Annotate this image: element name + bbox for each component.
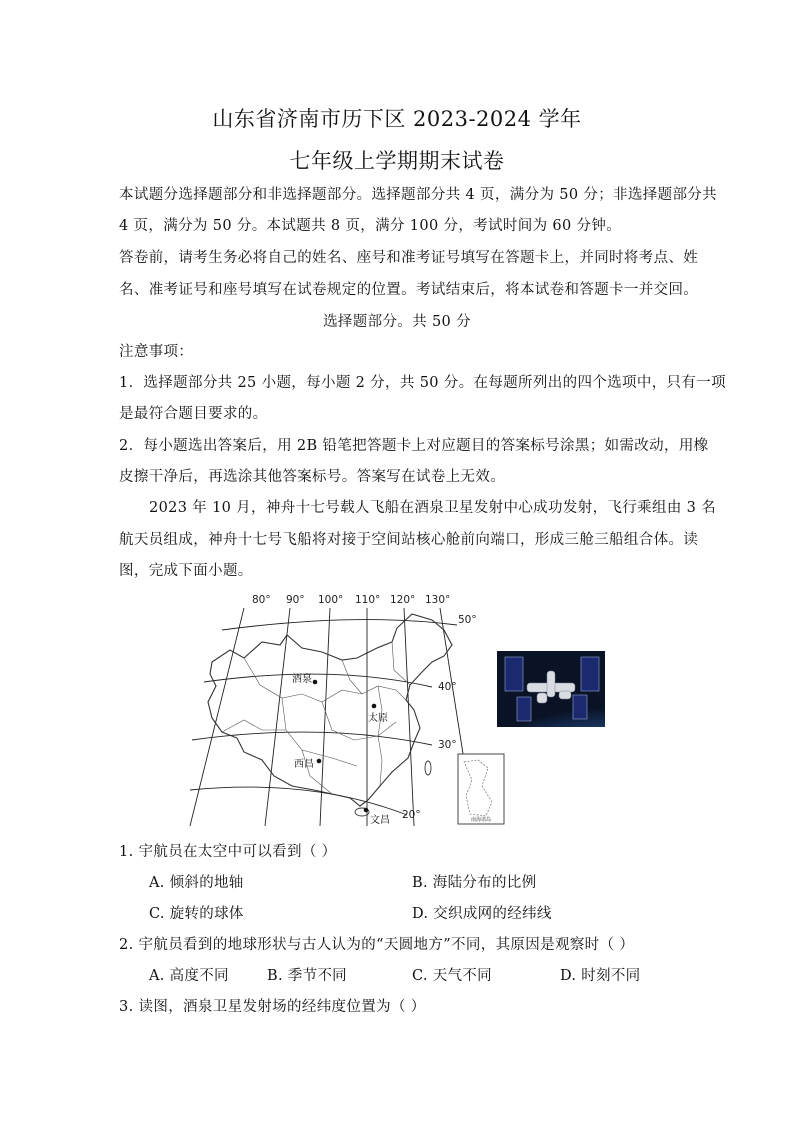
lat-label: 40° <box>438 681 457 693</box>
question-2-stem: 2. 宇航员看到的地球形状与古人认为的“天圆地方”不同，其原因是观察时（ ） <box>119 937 635 953</box>
lon-label: 80° <box>252 594 271 606</box>
question-1-option-a[interactable]: A. 倾斜的地轴 <box>149 875 244 891</box>
china-map-figure <box>182 590 532 830</box>
intro-line-2: 4 页，满分为 50 分。本试题共 8 页，满分 100 分，考试时间为 60 分钟。 <box>119 218 622 234</box>
place-label-wenchang: 文昌 <box>370 815 390 826</box>
inset-caption: 南海诸岛 <box>470 817 492 823</box>
exam-title-line1: 山东省济南市历下区 2023-2024 学年 <box>212 107 582 131</box>
question-1-option-c[interactable]: C. 旋转的球体 <box>149 906 244 922</box>
question-1-stem: 1. 宇航员在太空中可以看到（ ） <box>119 844 337 860</box>
lat-label: 30° <box>438 739 457 751</box>
lat-label: 20° <box>402 809 421 821</box>
notes-label: 注意事项： <box>119 344 194 360</box>
jiuquan-marker <box>313 680 318 685</box>
lon-label: 130° <box>425 594 451 606</box>
note-1-line-1: 1．选择题部分共 25 小题，每小题 2 分，共 50 分。在每题所列出的四个选项中，只有一项 <box>119 375 726 391</box>
intro-line-4: 名、准考证号和座号填写在试卷规定的位置。考试结束后，将本试卷和答题卡一并交回。 <box>119 282 699 298</box>
taiwan-island <box>425 761 431 775</box>
section-heading: 选择题部分。共 50 分 <box>323 314 471 330</box>
south-china-sea-inset <box>458 754 504 824</box>
china-map <box>182 590 532 830</box>
lon-label: 100° <box>318 594 344 606</box>
passage-line-1: 2023 年 10 月，神舟十七号载人飞船在酒泉卫星发射中心成功发射，飞行乘组由 3 名 <box>149 500 717 516</box>
space-station-photo <box>497 651 605 727</box>
place-label-xichang: 西昌 <box>294 759 314 770</box>
lat-label: 50° <box>458 614 477 626</box>
taiyuan-marker <box>372 704 377 709</box>
exam-title-line2: 七年级上学期期末试卷 <box>289 149 505 173</box>
lon-label: 110° <box>355 594 381 606</box>
question-1-option-b[interactable]: B. 海陆分布的比例 <box>412 875 537 891</box>
lon-label: 90° <box>286 594 305 606</box>
place-label-taiyuan: 太原 <box>368 713 388 724</box>
intro-line-3: 答卷前，请考生务必将自己的姓名、座号和准考证号填写在答题卡上，并同时将考点、姓 <box>119 250 699 266</box>
wenchang-marker <box>364 808 369 813</box>
lon-label: 120° <box>390 594 416 606</box>
question-2-option-b[interactable]: B. 季节不同 <box>267 968 347 984</box>
question-2-option-c[interactable]: C. 天气不同 <box>412 968 492 984</box>
question-1-option-d[interactable]: D. 交织成网的经纬线 <box>412 906 552 922</box>
intro-line-1: 本试题分选择题部分和非选择题部分。选择题部分共 4 页，满分为 50 分；非选择题部分共 <box>119 187 718 203</box>
space-station-image <box>497 651 605 727</box>
china-outline <box>208 614 452 806</box>
note-1-line-2: 是最符合题目要求的。 <box>119 406 268 422</box>
xichang-marker <box>317 759 322 764</box>
note-2-line-1: 2．每小题选出答案后，用 2B 铅笔把答题卡上对应题目的答案标号涂黑；如需改动，用橡 <box>119 438 709 454</box>
passage-line-3: 图，完成下面小题。 <box>119 563 253 579</box>
question-3-stem: 3. 读图，酒泉卫星发射场的经纬度位置为（ ） <box>119 999 426 1015</box>
question-2-option-d[interactable]: D. 时刻不同 <box>560 968 641 984</box>
note-2-line-2: 皮擦干净后，再选涂其他答案标号。答案写在试卷上无效。 <box>119 469 506 485</box>
question-2-option-a[interactable]: A. 高度不同 <box>149 968 229 984</box>
passage-line-2: 航天员组成，神舟十七号飞船将对接于空间站核心舱前向端口，形成三舱三船组合体。读 <box>119 532 699 548</box>
place-label-jiuquan: 酒泉 <box>292 674 312 685</box>
